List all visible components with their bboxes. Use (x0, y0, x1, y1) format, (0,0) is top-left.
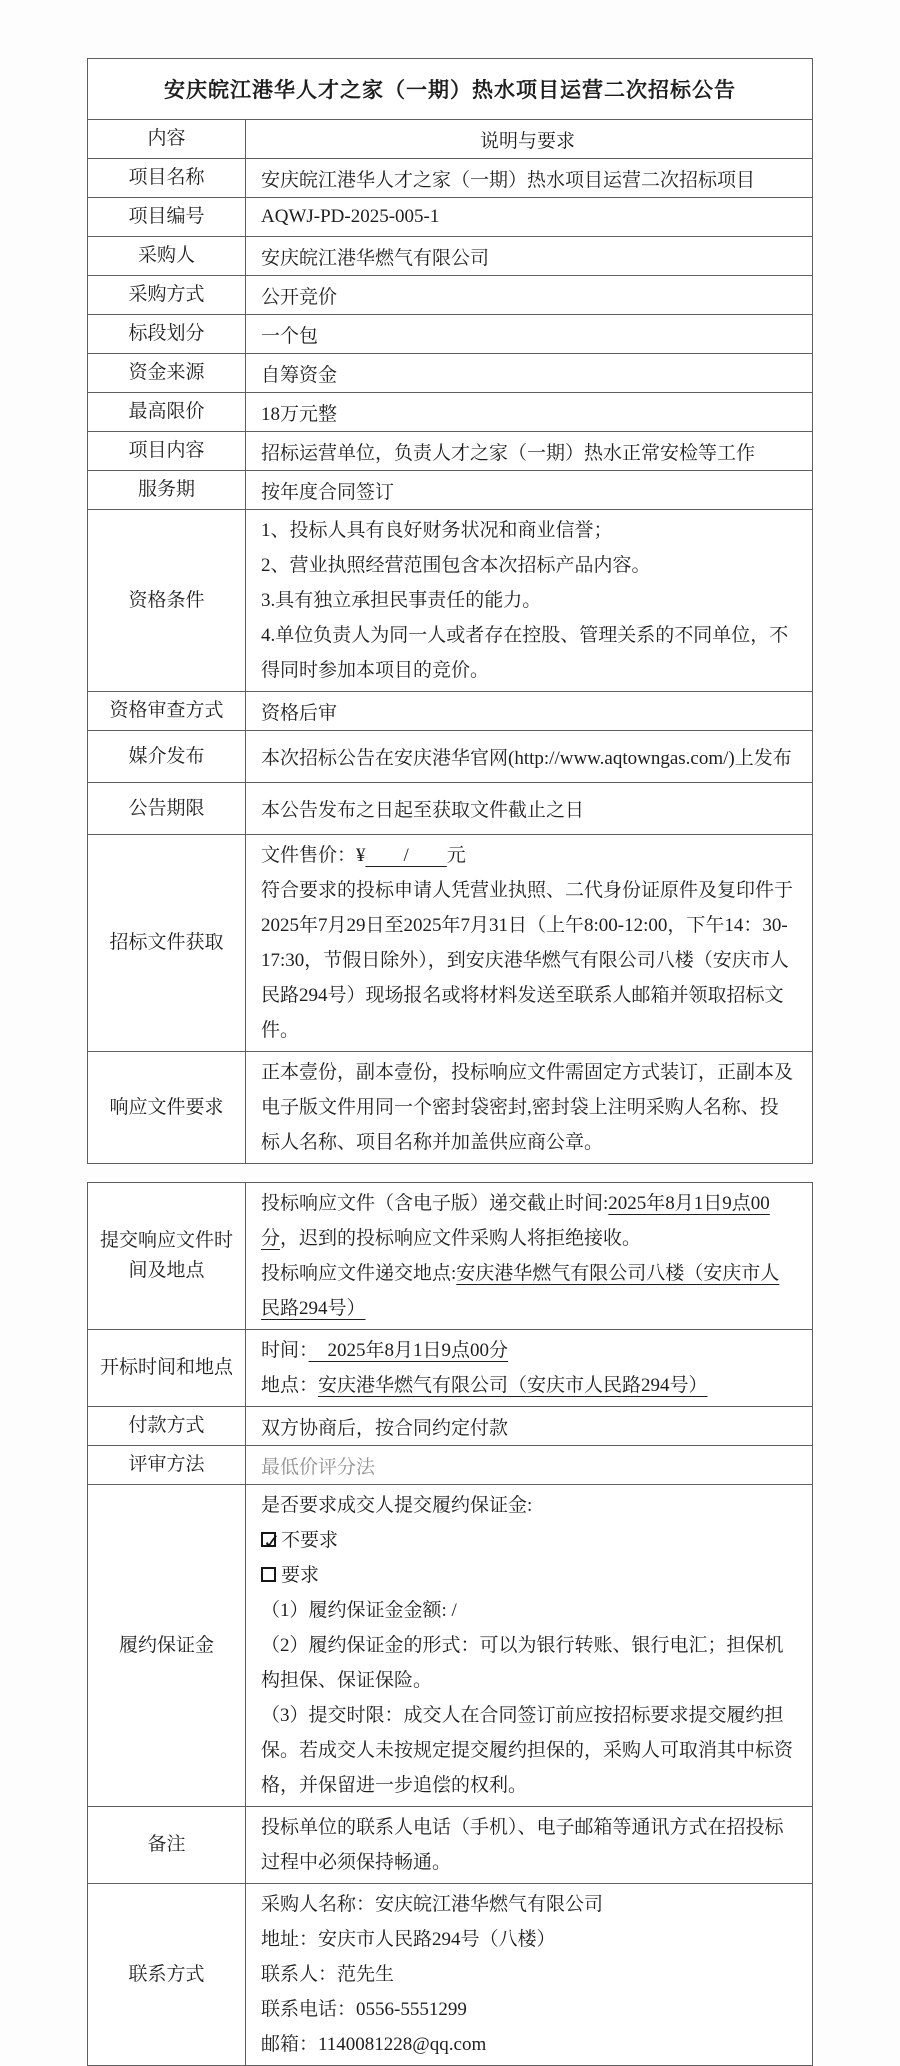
row-qualification-review (88, 691, 812, 730)
row-announcement-period (88, 782, 812, 834)
bid-opening-place-value: 安庆港华燃气有限公司（安庆市人民路294号） (318, 1375, 708, 1396)
row-service-period (88, 470, 812, 509)
bond-amount-line: （1）履约保证金金额: / (261, 1600, 457, 1621)
row-label: 项目编号 (88, 198, 246, 236)
page-title: 安庆皖江港华人才之家（一期）热水项目运营二次招标公告 (164, 78, 736, 102)
row-value: 正本壹份，副本壹份，投标响应文件需固定方式装订，正副本及电子版文件用同一个密封袋密封,密封袋上注明采购人名称、投标人名称、项目名称并加盖供应商公章。 (261, 1062, 794, 1153)
row-value: 本公告发布之日起至获取文件截止之日 (261, 800, 585, 821)
row-value (246, 1183, 812, 1329)
row-submission-time-place (88, 1183, 812, 1329)
header-content-column: 内容 (88, 120, 246, 158)
row-value: 一个包 (261, 325, 319, 347)
bond-option-required: 要求 (261, 1558, 794, 1593)
row-performance-bond (88, 1484, 812, 1806)
row-value: 18万元整 (261, 403, 338, 425)
row-lot-division (88, 314, 812, 353)
row-value: 安庆皖江港华燃气有限公司 (261, 247, 490, 269)
row-value: 资格后审 (261, 702, 338, 724)
announcement-table-main (87, 58, 813, 1164)
submission-place-line: 投标响应文件递交地点:安庆港华燃气有限公司八楼（安庆市人民路294号） (261, 1263, 780, 1319)
row-label: 评审方法 (88, 1446, 246, 1484)
row-label: 服务期 (88, 471, 246, 509)
row-label: 采购方式 (88, 276, 246, 314)
row-value (246, 1884, 812, 2065)
bond-question-line: 是否要求成交人提交履约保证金: (261, 1495, 533, 1516)
row-value (246, 510, 812, 691)
row-label: 资格审查方式 (88, 692, 246, 730)
row-document-acquisition (88, 834, 812, 1051)
row-label: 联系方式 (88, 1884, 246, 2065)
table-header-row (88, 119, 812, 158)
checkbox-unchecked-icon (261, 1567, 276, 1582)
qualification-item: 3.具有独立承担民事责任的能力。 (261, 590, 542, 611)
row-purchaser (88, 236, 812, 275)
qualification-item: 1、投标人具有良好财务状况和商业信誉； (261, 520, 613, 541)
row-price-ceiling (88, 392, 812, 431)
submission-deadline-line: 投标响应文件（含电子版）递交截止时间:2025年8月1日9点00分，迟到的投标响应文件采购人将拒绝接收。 (261, 1193, 770, 1249)
row-label: 公告期限 (88, 783, 246, 834)
announcement-table-secondary (87, 1182, 813, 2066)
row-label: 最高限价 (88, 393, 246, 431)
row-contact-info (88, 1883, 812, 2065)
row-value (246, 835, 812, 1051)
checkbox-checked-icon (261, 1532, 276, 1547)
row-label: 采购人 (88, 237, 246, 275)
row-value: 双方协商后，按合同约定付款 (261, 1417, 509, 1439)
row-funding-source (88, 353, 812, 392)
row-project-content (88, 431, 812, 470)
header-requirements-column: 说明与要求 (479, 130, 575, 152)
row-label: 项目内容 (88, 432, 246, 470)
row-label: 提交响应文件时间及地点 (88, 1183, 246, 1329)
bond-deadline-line: （3）提交时限：成交人在合同签订前应按招标要求提交履约担保。若成交人未按规定提交履约担保的，采购人可取消其中标资格，并保留进一步追偿的权利。 (261, 1705, 794, 1796)
row-remarks (88, 1806, 812, 1883)
row-label: 资金来源 (88, 354, 246, 392)
contact-person: 联系人：范先生 (261, 1964, 395, 1985)
row-label: 备注 (88, 1807, 246, 1883)
row-label: 开标时间和地点 (88, 1330, 246, 1406)
submission-deadline-value: 2025年8月1日9点00分 (261, 1193, 770, 1249)
row-label: 资格条件 (88, 510, 246, 691)
contact-email: 邮箱：1140081228@qq.com (261, 2034, 487, 2055)
row-payment-method (88, 1406, 812, 1445)
tender-announcement-document (87, 0, 813, 2066)
row-project-name (88, 158, 812, 197)
bond-option-not-required: ✓不要求 (261, 1523, 794, 1558)
row-procurement-method (88, 275, 812, 314)
document-acquisition-text: 符合要求的投标申请人凭营业执照、二代身份证原件及复印件于2025年7月29日至2025年7月31日（上午8:00-12:00，下午14：30-17:30，节假日除外），到安庆港华燃气有限公司八楼（安庆市人民路294号）现场报名或将材料发送至联系人邮箱并领取招标文件。 (261, 880, 794, 1041)
bond-form-line: （2）履约保证金的形式：可以为银行转账、银行电汇；担保机构担保、保证保险。 (261, 1635, 784, 1691)
row-label: 招标文件获取 (88, 835, 246, 1051)
price-blank-field: / (365, 845, 447, 866)
bid-opening-place-line: 地点：安庆港华燃气有限公司（安庆市人民路294号） (261, 1375, 708, 1396)
row-value: AQWJ-PD-2025-005-1 (261, 206, 440, 227)
bid-opening-time-line: 时间： 2025年8月1日9点00分 (261, 1340, 509, 1361)
qualification-item: 2、营业执照经营范围包含本次招标产品内容。 (261, 555, 651, 576)
submission-place-value: 安庆港华燃气有限公司八楼（安庆市人民路294号） (261, 1263, 780, 1319)
row-media-publication (88, 730, 812, 782)
row-value: 投标单位的联系人电话（手机）、电子邮箱等通讯方式在招投标过程中必须保持畅通。 (261, 1817, 784, 1873)
row-value: 本次招标公告在安庆港华官网(http://www.aqtowngas.com/)上发布 (261, 748, 792, 769)
document-price-line: 文件售价：¥ / 元 (261, 845, 466, 866)
row-label: 履约保证金 (88, 1485, 246, 1806)
row-project-number (88, 197, 812, 236)
row-value (246, 1330, 812, 1406)
row-value: 公开竞价 (261, 286, 338, 308)
row-value: 自筹资金 (261, 364, 338, 386)
row-label: 项目名称 (88, 159, 246, 197)
row-label: 付款方式 (88, 1407, 246, 1445)
row-value: 最低价评分法 (261, 1456, 376, 1478)
row-qualification-conditions (88, 509, 812, 691)
contact-phone: 联系电话：0556-5551299 (261, 1999, 467, 2020)
row-label: 响应文件要求 (88, 1052, 246, 1163)
row-response-document-requirements (88, 1051, 812, 1163)
row-bid-opening-time-place (88, 1329, 812, 1406)
contact-address: 地址：安庆市人民路294号（八楼） (261, 1929, 556, 1950)
row-value (246, 1485, 812, 1806)
qualification-item: 4.单位负责人为同一人或者存在控股、管理关系的不同单位，不得同时参加本项目的竞价。 (261, 625, 789, 681)
bid-opening-time-value: 2025年8月1日9点00分 (308, 1340, 509, 1361)
row-label: 媒介发布 (88, 731, 246, 782)
row-value: 按年度合同签订 (261, 481, 395, 503)
row-evaluation-method (88, 1445, 812, 1484)
row-label: 标段划分 (88, 315, 246, 353)
contact-purchaser-name: 采购人名称：安庆皖江港华燃气有限公司 (261, 1894, 604, 1915)
row-value: 安庆皖江港华人才之家（一期）热水项目运营二次招标项目 (261, 169, 756, 191)
table-separator (87, 1164, 813, 1182)
row-value: 招标运营单位，负责人才之家（一期）热水正常安检等工作 (261, 442, 756, 464)
